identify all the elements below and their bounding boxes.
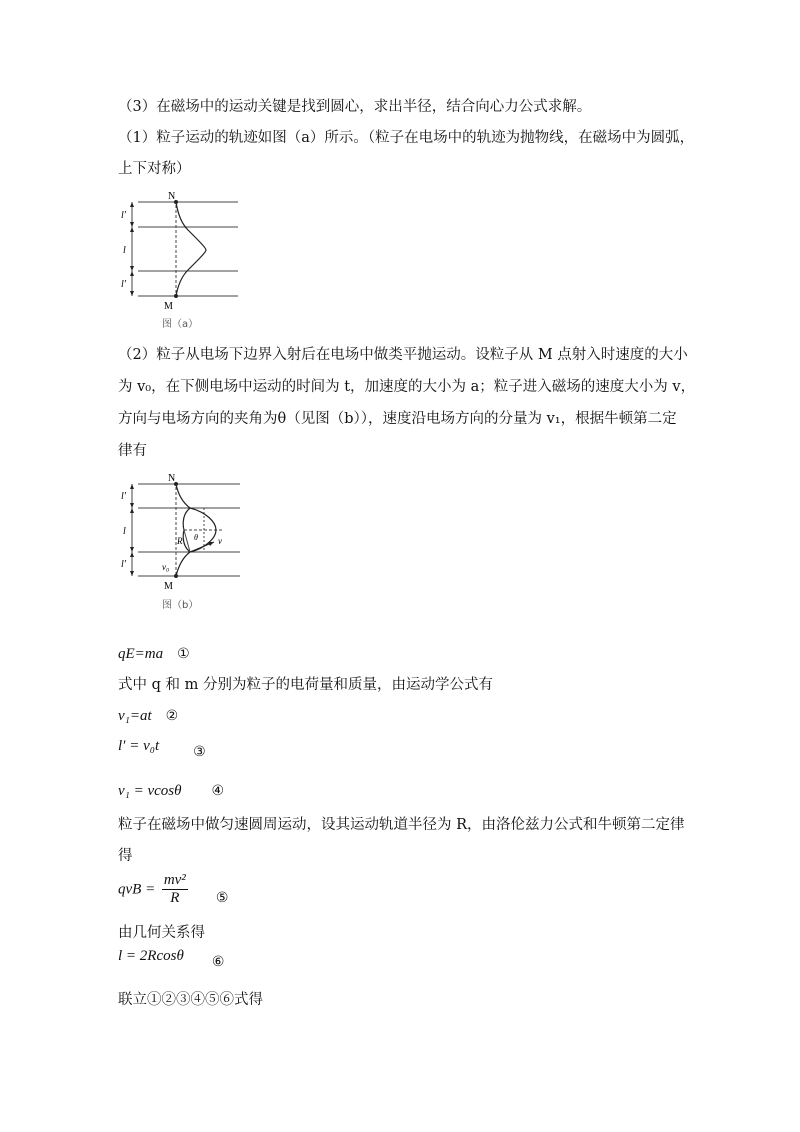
equation-5-lhs: qvB = <box>118 881 156 898</box>
paragraph-kinematics-intro: 式中 q 和 m 分别为粒子的电荷量和质量，由运动学公式有 <box>118 677 493 693</box>
equation-4 <box>118 781 224 801</box>
paragraph-combine: 联立①②③④⑤⑥式得 <box>118 992 263 1008</box>
fig-b-caption: 图（b） <box>162 600 199 611</box>
paragraph-part2-line2: 为 v₀，在下侧电场中运动的时间为 t，加速度的大小为 a；粒子进入磁场的速度大小为 v， <box>118 379 696 395</box>
equation-3 <box>118 736 206 760</box>
paragraph-magnetic-line1: 粒子在磁场中做匀速圆周运动，设其运动轨道半径为 R，由洛伦兹力公式和牛顿第二定律 <box>118 817 685 833</box>
equation-2-expr: v₁=at <box>118 708 152 724</box>
equation-1-expr: qE=ma <box>118 646 164 662</box>
paragraph-part1-line2: 上下对称） <box>118 161 191 177</box>
figure-b <box>118 472 242 614</box>
equation-5-fraction <box>162 872 188 907</box>
paragraph-geometry: 由几何关系得 <box>118 925 205 941</box>
figure-a <box>118 190 240 332</box>
equation-6 <box>118 946 225 970</box>
fig-a-dim-lower: l′ <box>121 279 126 290</box>
paragraph-part2-line3: 方向与电场方向的夹角为θ（见图（b）），速度沿电场方向的分量为 v₁，根据牛顿第二定 <box>118 411 677 427</box>
fig-b-dim-lower: l′ <box>121 559 126 570</box>
fig-b-label-r: R <box>177 536 183 546</box>
equation-5 <box>118 872 228 907</box>
equation-5-denominator: R <box>170 890 180 906</box>
fig-b-label-v0: v₀ <box>162 562 170 572</box>
fig-b-label-n: N <box>168 473 176 484</box>
fig-b-label-m: M <box>164 581 173 592</box>
equation-5-number: ⑤ <box>215 889 229 906</box>
fig-b-label-theta: θ <box>194 533 198 542</box>
equation-2-number: ② <box>165 708 179 724</box>
equation-3-expr: l′ = v₀t <box>118 738 160 754</box>
equation-6-expr: l = 2Rcosθ <box>118 948 184 964</box>
equation-2 <box>118 706 178 726</box>
equation-5-numerator: mv² <box>163 872 186 888</box>
equation-3-number: ③ <box>193 744 206 760</box>
equation-1 <box>118 644 190 664</box>
fig-a-dim-middle: l <box>123 245 126 256</box>
fig-a-label-n: N <box>168 191 176 202</box>
equation-1-number: ① <box>177 646 190 662</box>
paragraph-magnetic-line2: 得 <box>118 848 133 864</box>
equation-6-number: ⑥ <box>211 954 225 970</box>
paragraph-part1-line1: （1）粒子运动的轨迹如图（a）所示。（粒子在电场中的轨迹为抛物线，在磁场中为圆弧， <box>118 130 695 146</box>
fig-a-label-m: M <box>164 301 173 312</box>
paragraph-part2-line1: （2）粒子从电场下边界入射后在电场中做类平抛运动。设粒子从 M 点射入时速度的大小 <box>118 347 688 363</box>
fig-b-label-v: v <box>218 536 222 546</box>
fig-a-caption: 图（a） <box>162 319 199 330</box>
equation-4-expr: v₁ = vcosθ <box>118 783 182 799</box>
fig-b-dim-middle: l <box>123 526 126 537</box>
equation-4-number: ④ <box>211 783 225 799</box>
fig-b-dim-upper: l′ <box>121 491 126 502</box>
paragraph-part2-line4: 律有 <box>118 443 147 459</box>
fig-a-dim-upper: l′ <box>121 210 126 221</box>
paragraph-step3: （3）在磁场中的运动关键是找到圆心，求出半径，结合向心力公式求解。 <box>118 99 592 115</box>
